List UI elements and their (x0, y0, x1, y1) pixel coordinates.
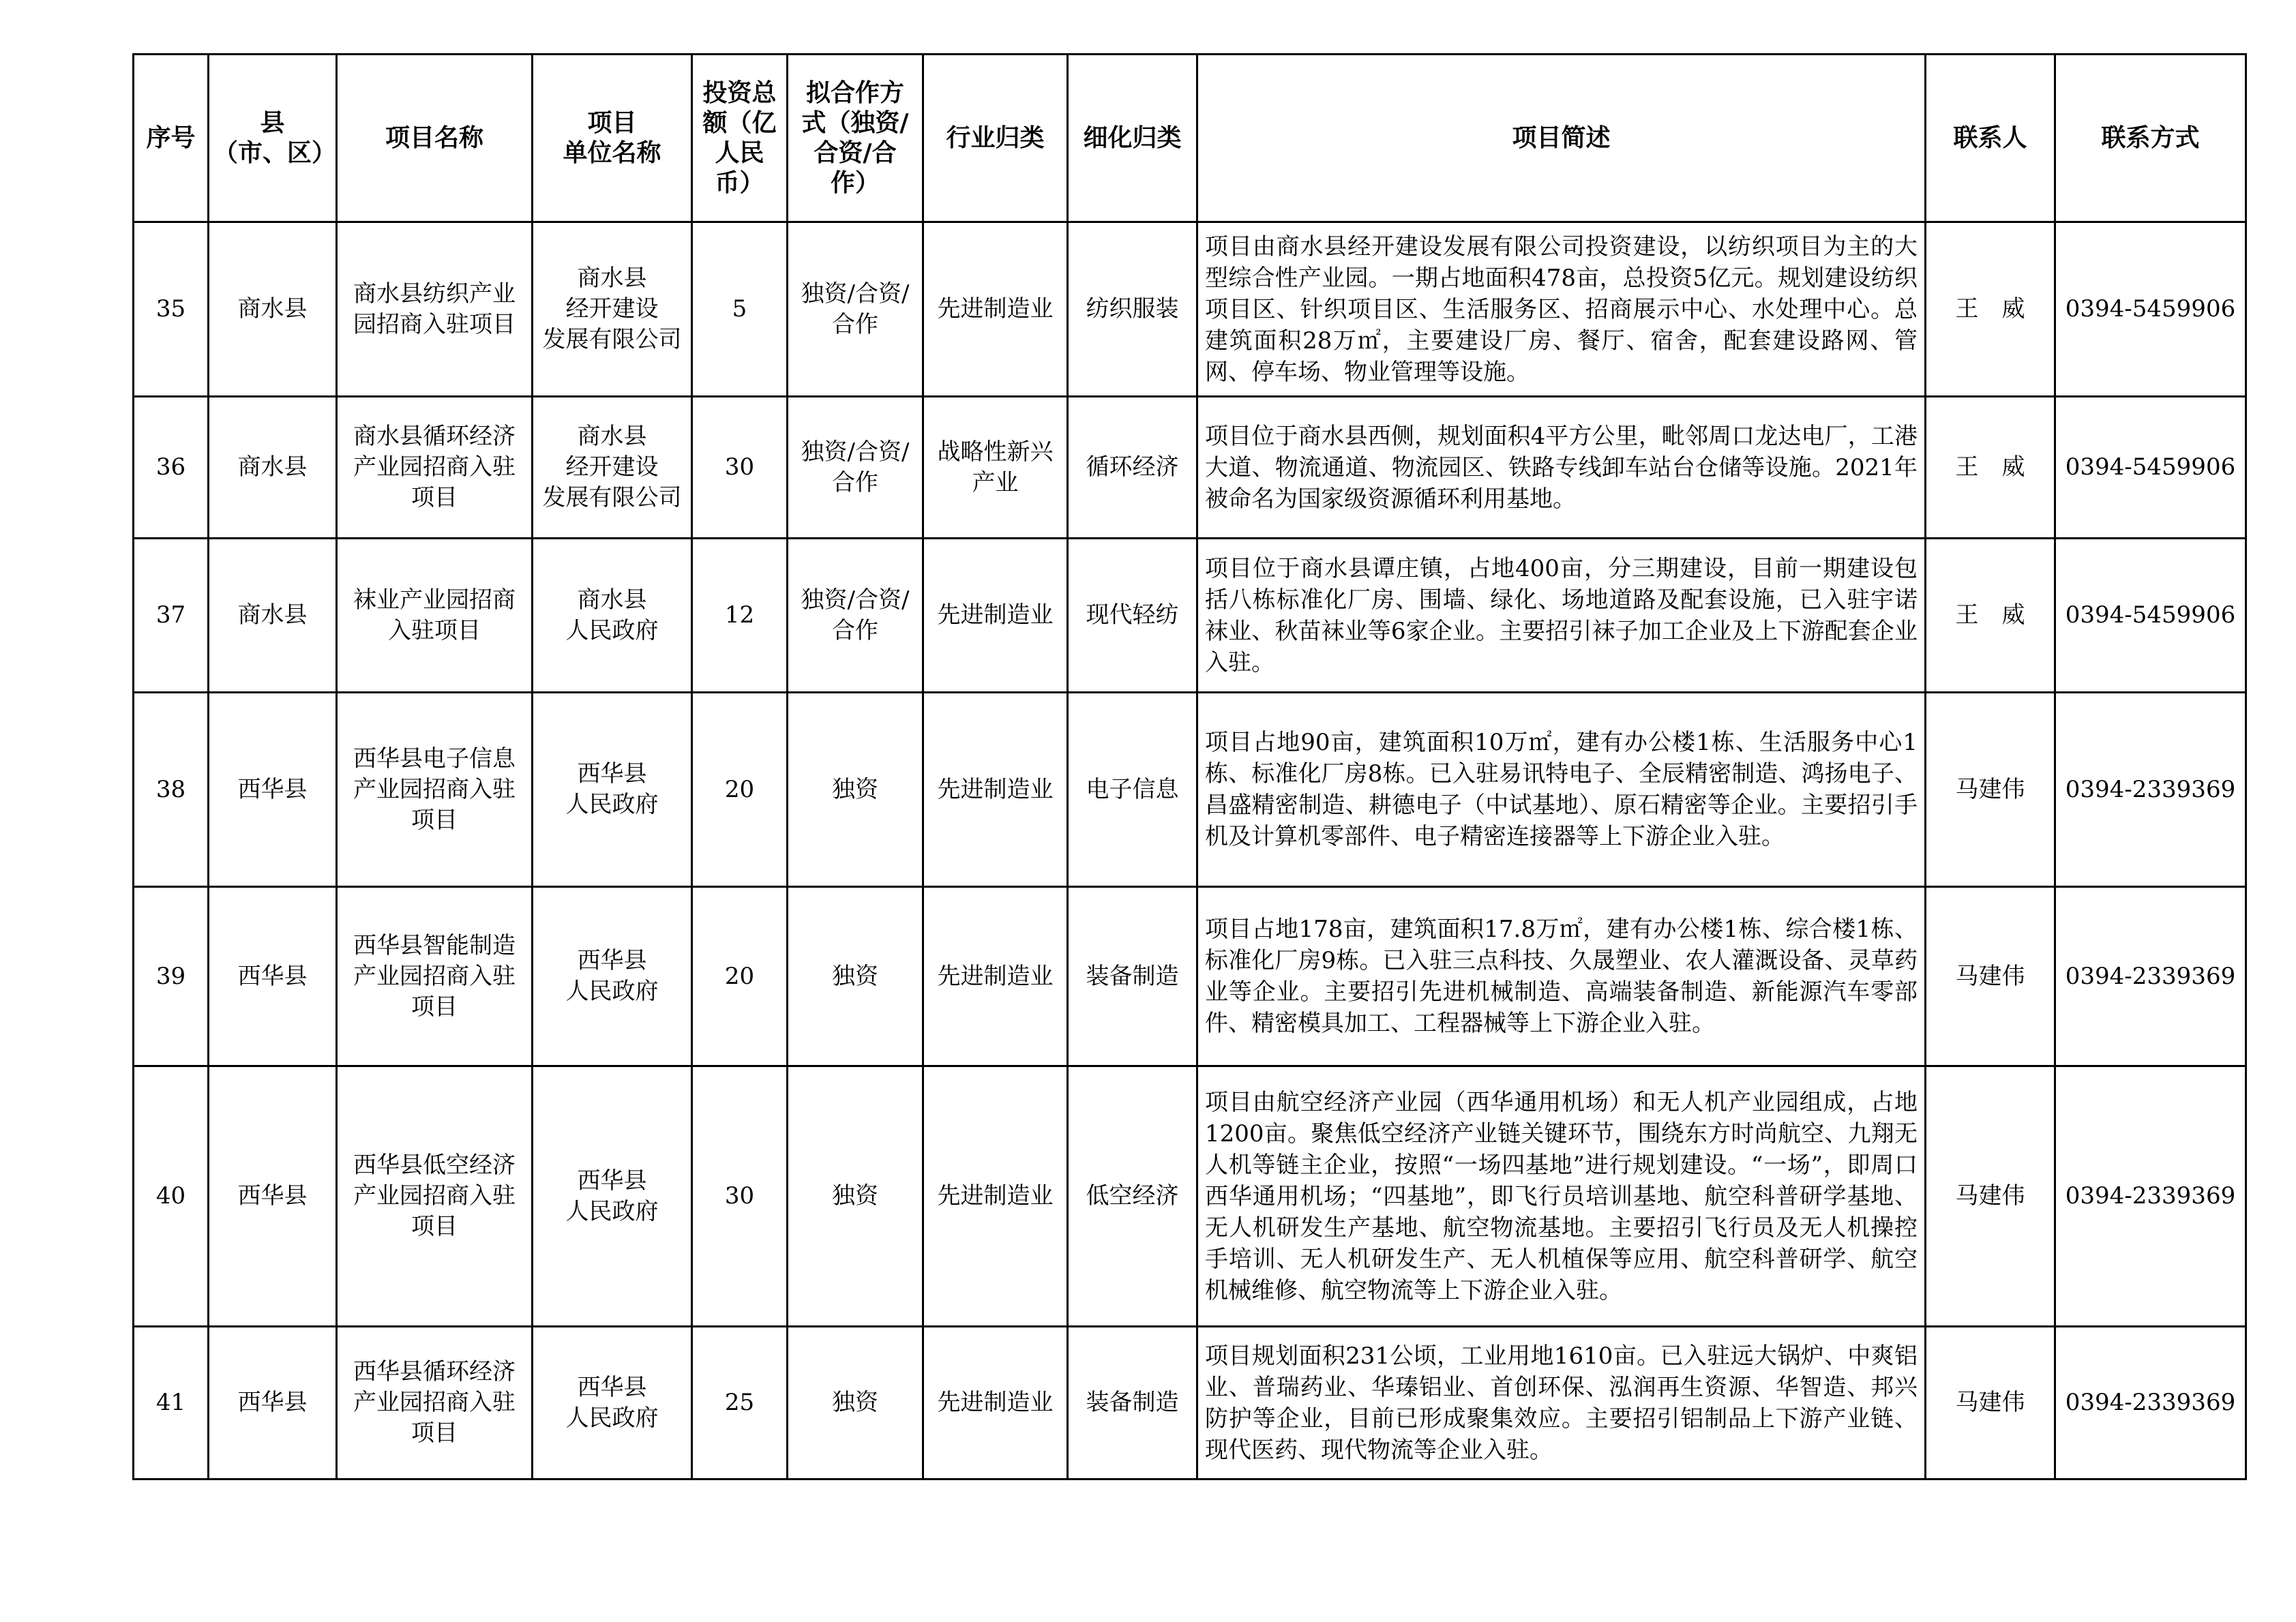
county-cell: 西华县 (209, 887, 337, 1066)
contact-cell: 王 威 (1926, 539, 2055, 693)
row-number: 41 (134, 1327, 209, 1480)
phone-cell: 0394-2339369 (2055, 1327, 2246, 1480)
industry-cell (923, 693, 1068, 887)
header-sub-category: 细化归类 (1068, 55, 1197, 222)
table-row (134, 539, 2246, 693)
sub-category-cell: 电子信息 (1068, 693, 1197, 887)
row-number: 38 (134, 693, 209, 887)
project-name-cell (337, 222, 533, 397)
header-contact: 联系人 (1926, 55, 2055, 222)
header-cooperation-line: 合资/合 (814, 138, 897, 167)
project-name-cell (337, 1327, 533, 1480)
header-project-name: 项目名称 (337, 55, 533, 222)
header-industry: 行业归类 (923, 55, 1068, 222)
industry-cell (923, 1327, 1068, 1480)
header-investment-line: 币） (715, 168, 764, 197)
unit-name-cell-line: 西华县 (577, 947, 647, 974)
cooperation-cell (788, 887, 923, 1066)
cooperation-cell (788, 1327, 923, 1480)
cooperation-cell (788, 693, 923, 887)
sub-category-cell: 循环经济 (1068, 397, 1197, 539)
phone-cell: 0394-5459906 (2055, 222, 2246, 397)
project-name-cell-line: 产业园招商入驻 (353, 453, 516, 481)
industry-cell (923, 1066, 1068, 1327)
description-cell: 项目位于商水县西侧，规划面积4平方公里，毗邻周口龙达电厂，工港大道、物流通道、物流园区、铁路专线卸车站台仓储等设施。2021年被命名为国家级资源循环利用基地。 (1197, 397, 1926, 539)
unit-name-cell (533, 887, 692, 1066)
project-name-cell-line: 项目 (411, 1420, 458, 1447)
contact-cell: 马建伟 (1926, 1327, 2055, 1480)
investment-cell: 25 (692, 1327, 788, 1480)
industry-cell (923, 539, 1068, 693)
table-row (134, 1327, 2246, 1480)
description-cell: 项目由航空经济产业园（西华通用机场）和无人机产业园组成，占地1200亩。聚焦低空经济产业链关键环节，围绕东方时尚航空、九翔无人机等链主企业，按照“一场四基地”进行规划建设。“一场”，即周口西华通用机场；“四基地”，即飞行员培训基地、航空科普研学基地、无人机研发生产基地、航空物流基地。主要招引飞行员及无人机操控手培训、无人机研发生产、无人机植保等应用、航空科普研学、航空机械维修、航空物流等上下游企业入驻。 (1197, 1066, 1926, 1327)
project-name-cell-line: 西华县智能制造 (353, 931, 516, 959)
unit-name-cell (533, 397, 692, 539)
project-name-cell-line: 项目 (411, 1213, 458, 1240)
cooperation-cell-line: 独资/合资/ (801, 280, 910, 307)
unit-name-cell-line: 商水县 (577, 423, 647, 450)
description-cell: 项目位于商水县谭庄镇，占地400亩，分三期建设，目前一期建设包括八栋标准化厂房、围墙、绿化、场地道路及配套设施，已入驻宇诺袜业、秋苗袜业等6家企业。主要招引袜子加工企业及上下游配套企业入驻。 (1197, 539, 1926, 693)
phone-cell: 0394-5459906 (2055, 397, 2246, 539)
project-name-cell-line: 产业园招商入驻 (353, 1182, 516, 1210)
cooperation-cell-line: 合作 (832, 310, 878, 338)
cooperation-cell-line: 独资 (832, 1182, 878, 1210)
unit-name-cell-line: 商水县 (577, 265, 647, 292)
county-cell: 商水县 (209, 539, 337, 693)
unit-name-cell-line: 西华县 (577, 760, 647, 787)
header-row (134, 55, 2246, 222)
unit-name-cell-line: 发展有限公司 (542, 326, 682, 353)
investment-cell: 12 (692, 539, 788, 693)
cooperation-cell-line: 合作 (832, 616, 878, 644)
unit-name-cell (533, 1327, 692, 1480)
header-county-line: （市、区） (213, 138, 337, 167)
table-row (134, 887, 2246, 1066)
project-name-cell-line: 产业园招商入驻 (353, 962, 516, 990)
header-cooperation-line: 式（独资/ (801, 108, 909, 137)
unit-name-cell-line: 人民政府 (565, 1197, 659, 1225)
project-name-cell (337, 693, 533, 887)
county-cell: 商水县 (209, 397, 337, 539)
industry-cell-line: 先进制造业 (937, 601, 1054, 629)
row-number: 39 (134, 887, 209, 1066)
investment-cell: 30 (692, 1066, 788, 1327)
project-name-cell-line: 西华县电子信息 (353, 745, 516, 772)
contact-cell: 王 威 (1926, 222, 2055, 397)
cooperation-cell (788, 539, 923, 693)
project-name-cell-line: 项目 (411, 806, 458, 834)
investment-cell: 5 (692, 222, 788, 397)
row-number: 36 (134, 397, 209, 539)
header-cooperation-line: 作） (830, 168, 880, 197)
industry-cell (923, 887, 1068, 1066)
investment-cell: 30 (692, 397, 788, 539)
industry-cell-line: 战略性新兴 (937, 438, 1054, 466)
unit-name-cell (533, 1066, 692, 1327)
header-description: 项目简述 (1197, 55, 1926, 222)
project-name-cell-line: 入驻项目 (388, 616, 481, 644)
description-cell: 项目规划面积231公顷，工业用地1610亩。已入驻远大锅炉、中爽铝业、普瑞药业、华瑧铝业、首创环保、泓润再生资源、华智造、邦兴防护等企业，目前已形成聚集效应。主要招引铝制品上下游产业链、现代医药、现代物流等企业入驻。 (1197, 1327, 1926, 1480)
county-cell: 西华县 (209, 1066, 337, 1327)
industry-cell-line: 产业 (972, 468, 1019, 496)
county-cell: 西华县 (209, 693, 337, 887)
sub-category-cell: 现代轻纺 (1068, 539, 1197, 693)
sub-category-cell: 纺织服装 (1068, 222, 1197, 397)
phone-cell: 0394-2339369 (2055, 693, 2246, 887)
header-county (209, 55, 337, 222)
sub-category-cell: 装备制造 (1068, 1327, 1197, 1480)
contact-cell: 马建伟 (1926, 1066, 2055, 1327)
county-cell: 商水县 (209, 222, 337, 397)
project-name-cell (337, 539, 533, 693)
cooperation-cell-line: 合作 (832, 468, 878, 496)
industry-cell-line: 先进制造业 (937, 295, 1054, 322)
unit-name-cell (533, 539, 692, 693)
project-name-cell-line: 西华县循环经济 (353, 1358, 516, 1385)
unit-name-cell-line: 人民政府 (565, 978, 659, 1005)
table-row (134, 693, 2246, 887)
contact-cell: 马建伟 (1926, 887, 2055, 1066)
investment-cell: 20 (692, 887, 788, 1066)
industry-cell-line: 先进制造业 (937, 962, 1054, 990)
cooperation-cell (788, 1066, 923, 1327)
row-number: 40 (134, 1066, 209, 1327)
header-cooperation (788, 55, 923, 222)
project-name-cell-line: 商水县循环经济 (353, 423, 516, 450)
unit-name-cell-line: 人民政府 (565, 616, 659, 644)
project-name-cell-line: 商水县纺织产业 (353, 280, 516, 307)
unit-name-cell-line: 西华县 (577, 1167, 647, 1195)
industry-cell-line: 先进制造业 (937, 1182, 1054, 1210)
project-name-cell-line: 袜业产业园招商 (353, 586, 516, 614)
cooperation-cell-line: 独资 (832, 775, 878, 803)
table-body (134, 222, 2246, 1480)
cooperation-cell (788, 222, 923, 397)
unit-name-cell-line: 发展有限公司 (542, 484, 682, 511)
cooperation-cell (788, 397, 923, 539)
header-unit-line: 单位名称 (563, 138, 661, 167)
unit-name-cell-line: 人民政府 (565, 1404, 659, 1432)
project-table (132, 53, 2247, 1480)
project-name-cell-line: 项目 (411, 993, 458, 1021)
row-number: 37 (134, 539, 209, 693)
sub-category-cell: 装备制造 (1068, 887, 1197, 1066)
project-name-cell-line: 西华县低空经济 (353, 1152, 516, 1179)
header-investment-line: 投资总 (702, 78, 777, 107)
cooperation-cell-line: 独资 (832, 962, 878, 990)
table-row (134, 397, 2246, 539)
project-name-cell (337, 1066, 533, 1327)
investment-cell: 20 (692, 693, 788, 887)
cooperation-cell-line: 独资/合资/ (801, 586, 910, 614)
project-name-cell (337, 397, 533, 539)
phone-cell: 0394-2339369 (2055, 887, 2246, 1066)
unit-name-cell-line: 西华县 (577, 1373, 647, 1401)
unit-name-cell (533, 693, 692, 887)
phone-cell: 0394-2339369 (2055, 1066, 2246, 1327)
header-investment (692, 55, 788, 222)
contact-cell: 马建伟 (1926, 693, 2055, 887)
industry-cell (923, 222, 1068, 397)
header-investment-line: 额（亿 (702, 108, 777, 137)
header-unit-name (533, 55, 692, 222)
county-cell: 西华县 (209, 1327, 337, 1480)
header-unit-line: 项目 (587, 108, 637, 137)
description-cell: 项目由商水县经开建设发展有限公司投资建设，以纺织项目为主的大型综合性产业园。一期占地面积478亩，总投资5亿元。规划建设纺织项目区、针织项目区、生活服务区、招商展示中心、水处理中心。总建筑面积28万㎡，主要建设厂房、餐厅、宿舍，配套建设路网、管网、停车场、物业管理等设施。 (1197, 222, 1926, 397)
project-name-cell (337, 887, 533, 1066)
cooperation-cell-line: 独资 (832, 1389, 878, 1416)
header-investment-line: 人民 (715, 138, 764, 167)
phone-cell: 0394-5459906 (2055, 539, 2246, 693)
description-cell: 项目占地90亩，建筑面积10万㎡，建有办公楼1栋、生活服务中心1栋、标准化厂房8栋。已入驻易讯特电子、全辰精密制造、鸿扬电子、昌盛精密制造、耕德电子（中试基地）、原石精密等企业。主要招引手机及计算机零部件、电子精密连接器等上下游企业入驻。 (1197, 693, 1926, 887)
header-cooperation-line: 拟合作方 (805, 78, 904, 107)
table-row (134, 1066, 2246, 1327)
contact-cell: 王 威 (1926, 397, 2055, 539)
table-row (134, 222, 2246, 397)
unit-name-cell-line: 人民政府 (565, 791, 659, 818)
industry-cell-line: 先进制造业 (937, 1389, 1054, 1416)
header-no: 序号 (134, 55, 209, 222)
industry-cell (923, 397, 1068, 539)
unit-name-cell (533, 222, 692, 397)
unit-name-cell-line: 商水县 (577, 586, 647, 614)
industry-cell-line: 先进制造业 (937, 775, 1054, 803)
unit-name-cell-line: 经开建设 (565, 453, 659, 481)
header-phone: 联系方式 (2055, 55, 2246, 222)
unit-name-cell-line: 经开建设 (565, 295, 659, 322)
cooperation-cell-line: 独资/合资/ (801, 438, 910, 466)
description-cell: 项目占地178亩，建筑面积17.8万㎡，建有办公楼1栋、综合楼1栋、标准化厂房9栋。已入驻三点科技、久晟塑业、农人灌溉设备、灵草药业等企业。主要招引先进机械制造、高端装备制造、新能源汽车零部件、精密模具加工、工程器械等上下游企业入驻。 (1197, 887, 1926, 1066)
project-name-cell-line: 项目 (411, 484, 458, 511)
project-name-cell-line: 园招商入驻项目 (353, 310, 516, 338)
header-county-line: 县 (260, 108, 285, 137)
sub-category-cell: 低空经济 (1068, 1066, 1197, 1327)
row-number: 35 (134, 222, 209, 397)
project-name-cell-line: 产业园招商入驻 (353, 775, 516, 803)
project-name-cell-line: 产业园招商入驻 (353, 1389, 516, 1416)
